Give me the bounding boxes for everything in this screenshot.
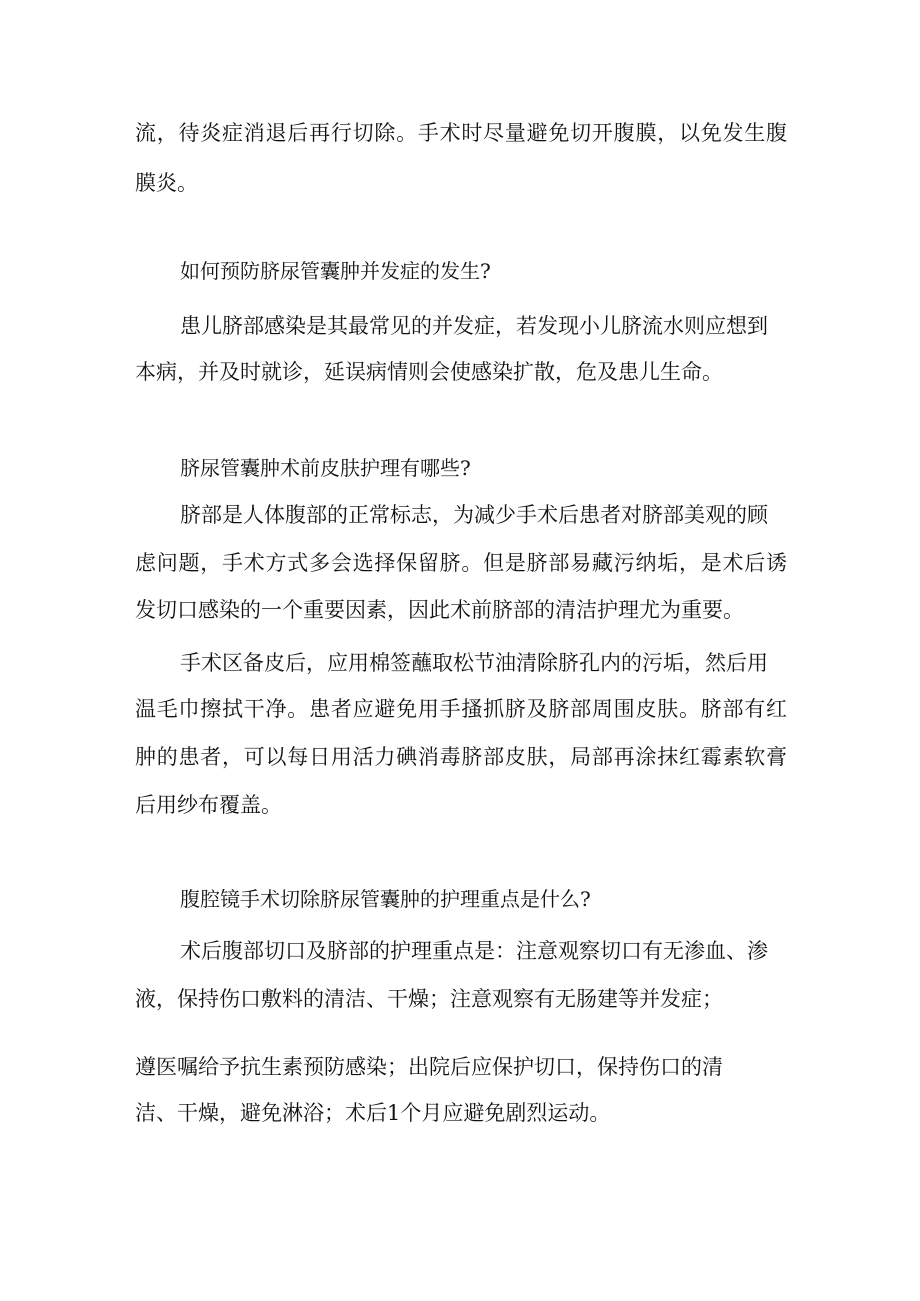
paragraph-line: 患儿脐部感染是其最常见的并发症，若发现小儿脐流水则应想到 <box>180 314 768 338</box>
paragraph-line: 流，待炎症消退后再行切除。手术时尽量避免切开腹膜，以免发生腹 <box>135 121 787 145</box>
paragraph-line: 温毛巾擦拭干净。患者应避免用手搔抓脐及脐部周围皮肤。脐部有红 <box>135 697 787 721</box>
paragraph-line: 术后腹部切口及脐部的护理重点是：注意观察切口有无渗血、渗 <box>180 939 768 963</box>
paragraph-line: 后用纱布覆盖。 <box>135 793 282 817</box>
section-question: 如何预防脐尿管囊肿并发症的发生? <box>180 259 491 283</box>
paragraph-line: 手术区备皮后，应用棉签蘸取松节油清除脐孔内的污垢，然后用 <box>180 651 768 675</box>
section-question: 脐尿管囊肿术前皮肤护理有哪些? <box>180 456 471 480</box>
paragraph-line: 膜炎。 <box>135 171 198 195</box>
paragraph-line: 遵医嘱给予抗生素预防感染；出院后应保护切口，保持伤口的清 <box>135 1055 723 1079</box>
paragraph-line: 液，保持伤口敷料的清洁、干燥；注意观察有无肠建等并发症； <box>135 987 723 1011</box>
paragraph-line: 发切口感染的一个重要因素，因此术前脐部的清洁护理尤为重要。 <box>135 598 744 622</box>
section-question: 腹腔镜手术切除脐尿管囊肿的护理重点是什么? <box>180 887 591 911</box>
paragraph-line: 脐部是人体腹部的正常标志，为减少手术后患者对脐部美观的顾 <box>180 503 768 527</box>
paragraph-line: 洁、干燥，避免淋浴；术后1个月应避免剧烈运动。 <box>135 1101 611 1125</box>
paragraph-line: 虑问题，手术方式多会选择保留脐。但是脐部易藏污纳垢，是术后诱 <box>135 551 787 575</box>
paragraph-line: 本病，并及时就诊，延误病情则会使感染扩散，危及患儿生命。 <box>135 360 723 384</box>
paragraph-line: 肿的患者，可以每日用活力碘消毒脐部皮肤，局部再涂抹红霉素软膏 <box>135 745 787 769</box>
